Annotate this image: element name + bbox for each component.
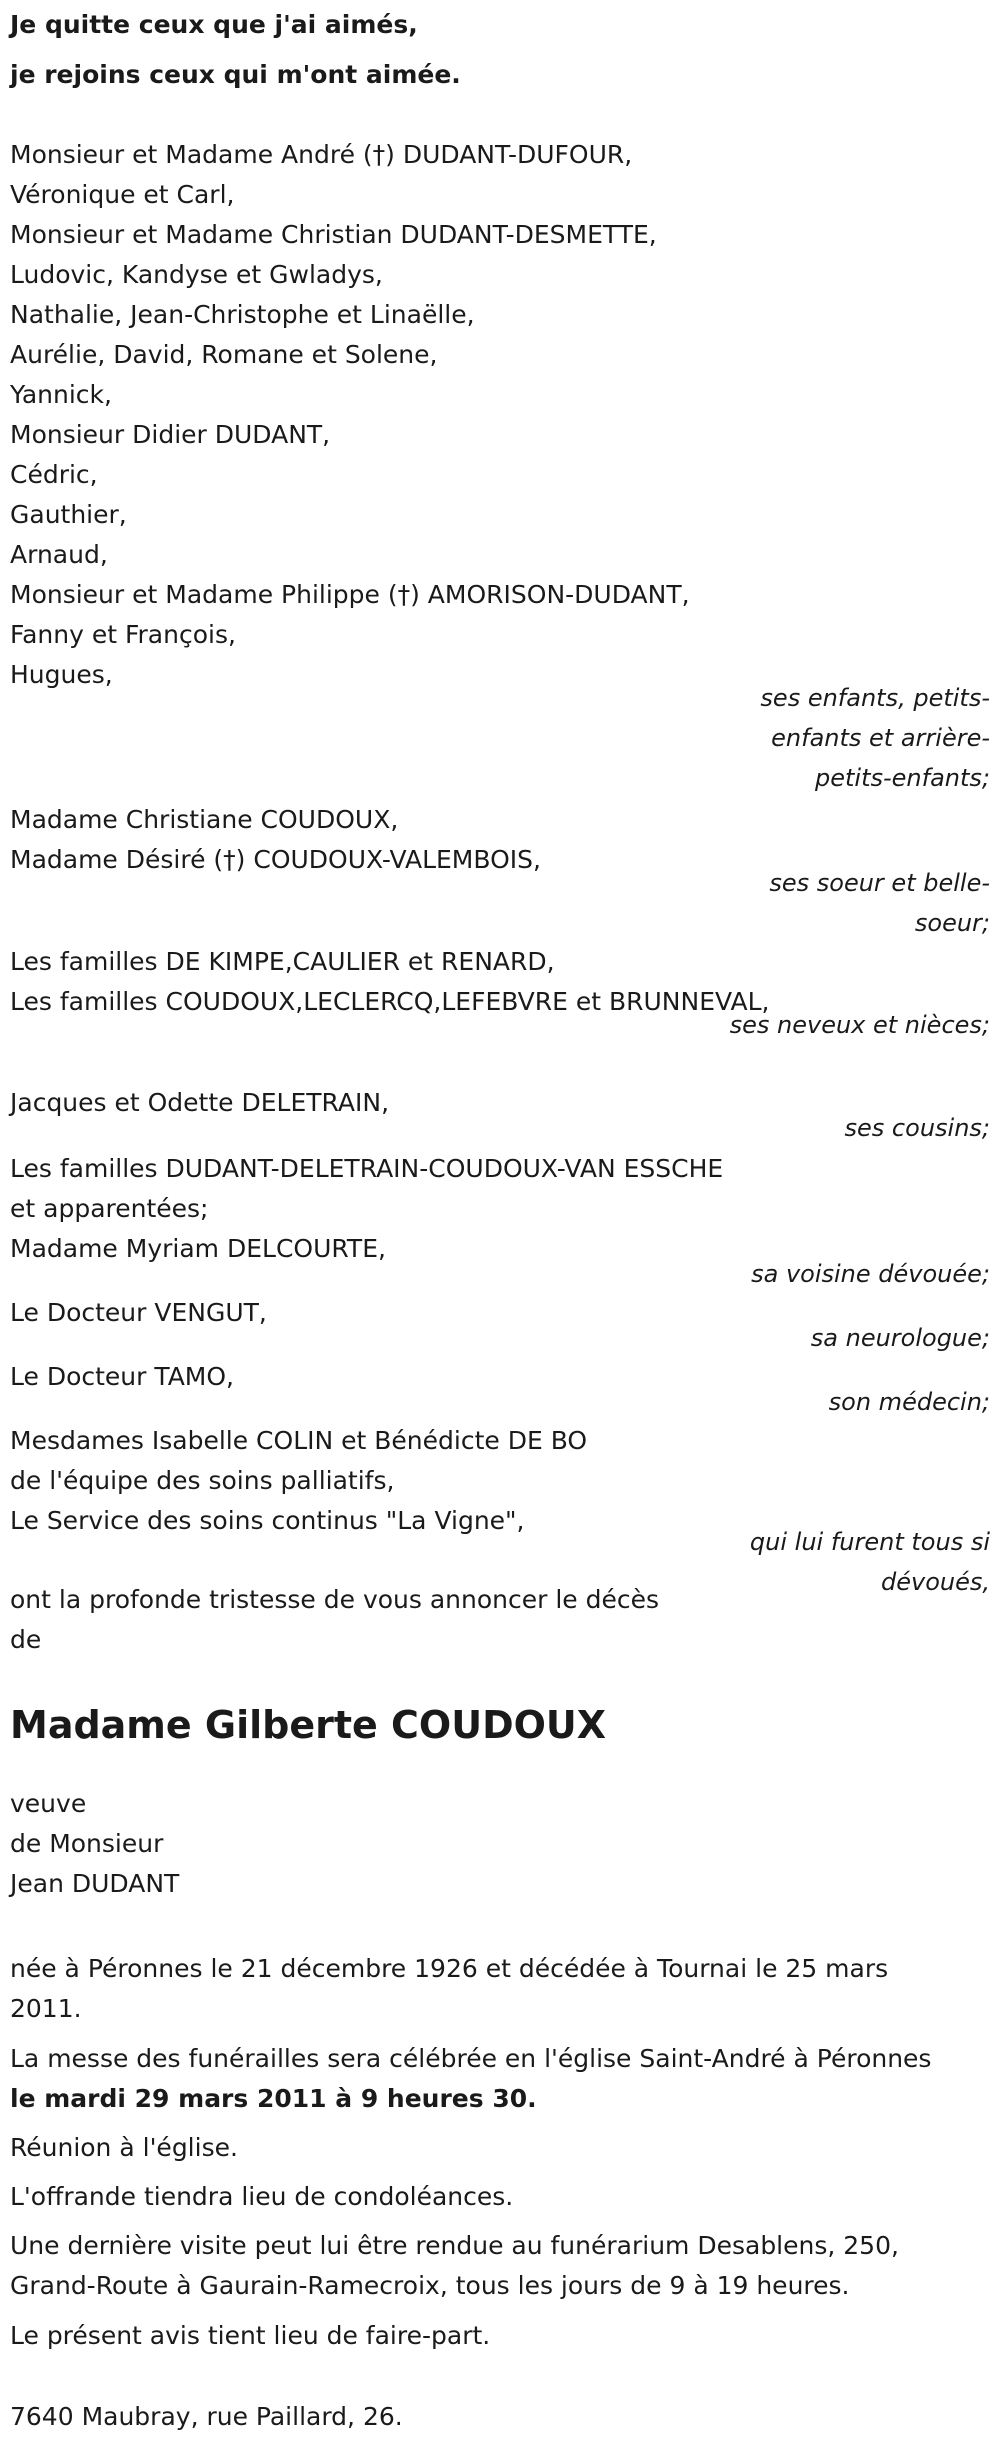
family-member-line: Nathalie, Jean-Christophe et Linaëlle,	[10, 300, 475, 329]
relation-cousins: ses cousins;	[844, 1114, 990, 1142]
family-member-line: Les familles COUDOUX,LECLERCQ,LEFEBVRE et BRUNNEVAL,	[10, 987, 770, 1016]
announce-line: ont la profonde tristesse de vous annoncer le décès	[10, 1585, 660, 1614]
announce-line: de	[10, 1625, 42, 1654]
epigraph-line: je rejoins ceux qui m'ont aimée.	[10, 60, 461, 89]
family-member-line: Le Service des soins continus "La Vigne",	[10, 1506, 525, 1535]
relation-sisters: ses soeur et belle-soeur;	[769, 869, 990, 937]
family-member-line: Aurélie, David, Romane et Solene,	[10, 340, 438, 369]
widow-line: veuve	[10, 1789, 87, 1818]
family-member-line: Le Docteur VENGUT,	[10, 1298, 267, 1327]
deceased-name: Madame Gilberte COUDOUX	[10, 1703, 607, 1747]
family-member-line: Yannick,	[10, 380, 112, 409]
family-member-line: de l'équipe des soins palliatifs,	[10, 1466, 395, 1495]
family-member-line: Cédric,	[10, 460, 98, 489]
family-member-line: Les familles DE KIMPE,CAULIER et RENARD,	[10, 947, 555, 976]
family-member-line: Madame Myriam DELCOURTE,	[10, 1234, 386, 1263]
family-member-line: Monsieur et Madame Christian DUDANT-DESMETTE,	[10, 220, 657, 249]
family-member-line: et apparentées;	[10, 1194, 209, 1223]
widow-line: de Monsieur	[10, 1829, 164, 1858]
family-member-line: Mesdames Isabelle COLIN et Bénédicte DE BO	[10, 1426, 588, 1455]
epigraph-line: Je quitte ceux que j'ai aimés,	[10, 10, 418, 39]
family-member-line: Les familles DUDANT-DELETRAIN-COUDOUX-VAN ESSCHE	[10, 1154, 724, 1183]
address: 7640 Maubray, rue Paillard, 26.	[10, 2402, 403, 2431]
family-member-line: Monsieur Didier DUDANT,	[10, 420, 331, 449]
widow-line: Jean DUDANT	[10, 1869, 180, 1898]
family-member-line: Fanny et François,	[10, 620, 236, 649]
relation-nephews: ses neveux et nièces;	[729, 1011, 990, 1039]
birth-death-line: née à Péronnes le 21 décembre 1926 et décédée à Tournai le 25 mars	[10, 1954, 889, 1983]
family-member-line: Madame Désiré (†) COUDOUX-VALEMBOIS,	[10, 845, 541, 874]
relation-neurologist: sa neurologue;	[810, 1324, 990, 1352]
family-member-line: Le Docteur TAMO,	[10, 1362, 234, 1391]
family-member-line: Madame Christiane COUDOUX,	[10, 805, 399, 834]
relation-doctor: son médecin;	[828, 1388, 990, 1416]
relation-care: qui lui furent tous si dévoués,	[749, 1528, 990, 1596]
family-member-line: Gauthier,	[10, 500, 127, 529]
family-member-line: Hugues,	[10, 660, 113, 689]
birth-death-line: 2011.	[10, 1994, 82, 2023]
family-member-line: Véronique et Carl,	[10, 180, 235, 209]
notice-info: Le présent avis tient lieu de faire-part.	[10, 2321, 491, 2350]
family-member-line: Jacques et Odette DELETRAIN,	[10, 1088, 390, 1117]
mass-info: La messe des funérailles sera célébrée en l'église Saint-André à Péronnes	[10, 2044, 932, 2073]
meeting-info: Réunion à l'église.	[10, 2133, 238, 2162]
family-member-line: Ludovic, Kandyse et Gwladys,	[10, 260, 383, 289]
family-member-line: Monsieur et Madame André (†) DUDANT-DUFOUR,	[10, 140, 633, 169]
offering-info: L'offrande tiendra lieu de condoléances.	[10, 2182, 514, 2211]
family-member-line: Arnaud,	[10, 540, 108, 569]
visit-line: Grand-Route à Gaurain-Ramecroix, tous les jours de 9 à 19 heures.	[10, 2271, 850, 2300]
relation-neighbor: sa voisine dévouée;	[751, 1260, 990, 1288]
mass-date: le mardi 29 mars 2011 à 9 heures 30.	[10, 2084, 537, 2113]
family-member-line: Monsieur et Madame Philippe (†) AMORISON-DUDANT,	[10, 580, 690, 609]
visit-line: Une dernière visite peut lui être rendue au funérarium Desablens, 250,	[10, 2231, 899, 2260]
relation-children: ses enfants, petits-enfants et arrière-petits-enfants;	[760, 684, 990, 792]
